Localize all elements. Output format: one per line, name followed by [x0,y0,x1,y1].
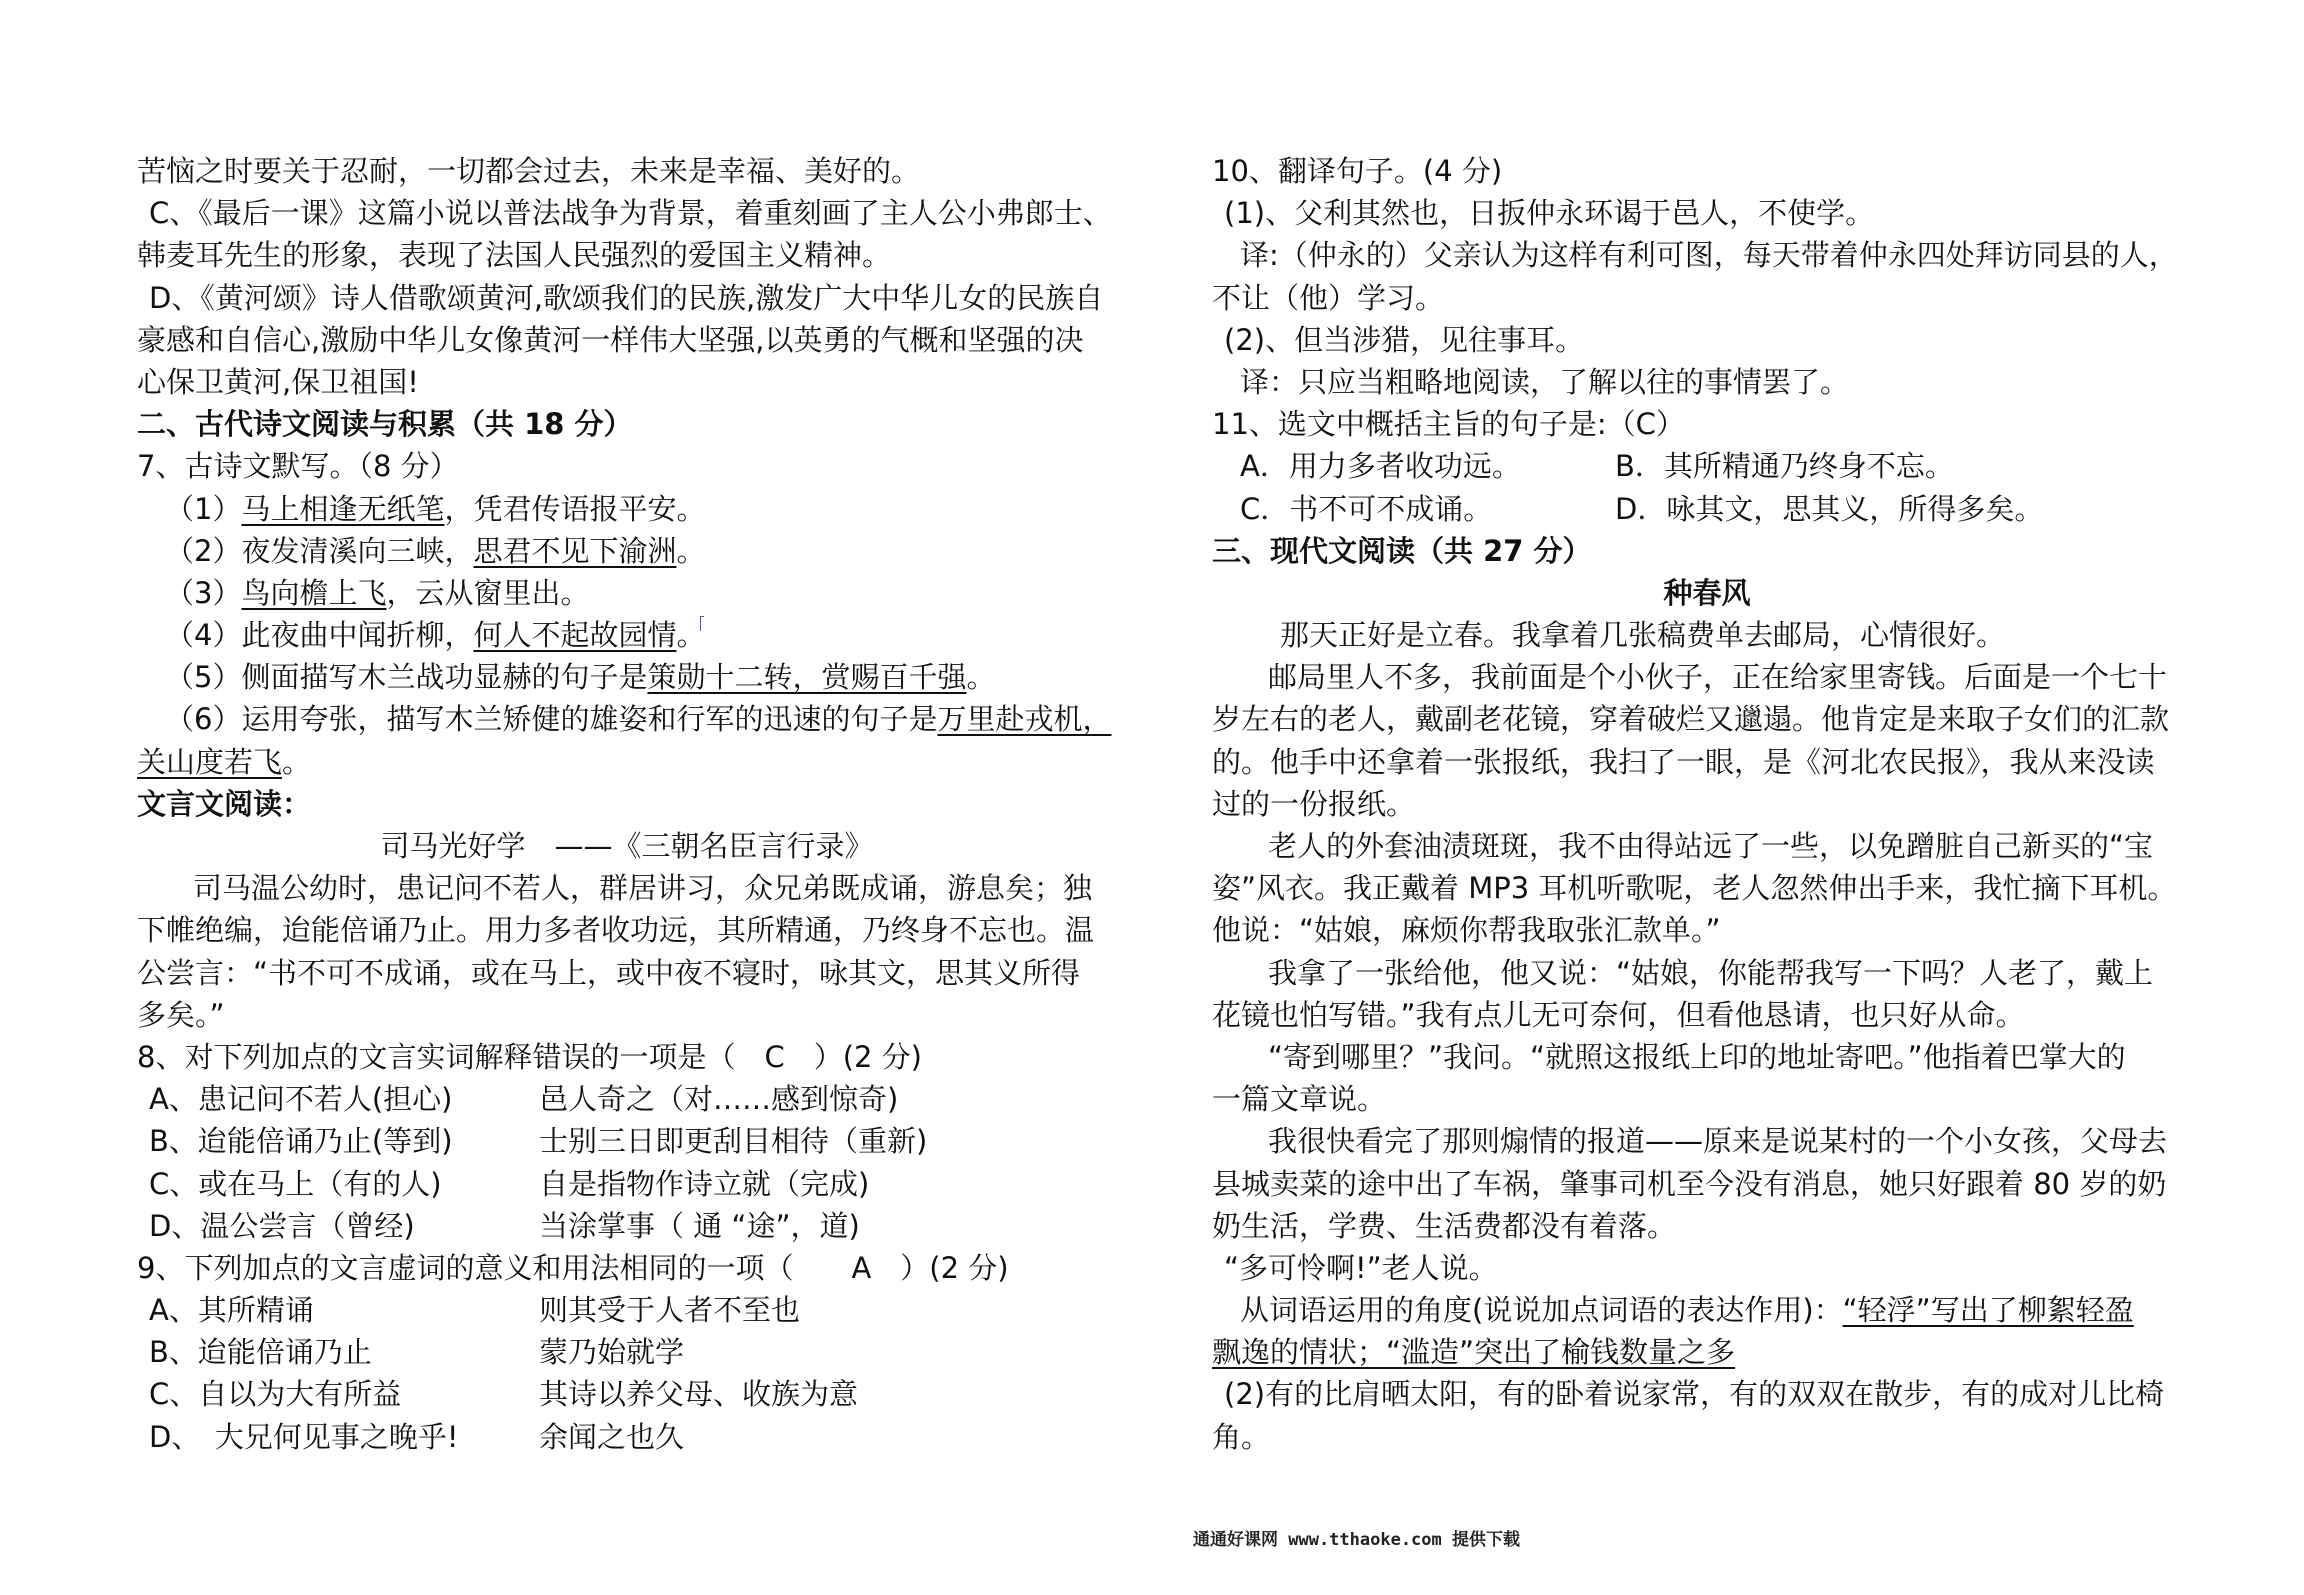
option-c-line: C、《最后一课》这篇小说以普法战争为背景，着重刻画了主人公小弗郎士、 [149,196,1112,231]
story-line: 老人的外套油渍斑斑，我不由得站远了一些，以免蹭脏自己新买的“宝 [1268,829,2154,863]
story-line: 邮局里人不多，我前面是个小伙子，正在给家里寄钱。后面是一个七十 [1268,660,2168,695]
story-line: 我拿了一张给他，他又说：“姑娘，你能帮我写一下吗？人老了，戴上 [1268,955,2154,990]
answer-blank: 关山度若飞 [137,744,283,779]
option-d-line: D、《黄河颂》诗人借歌颂黄河,歌颂我们的民族,激发广大中华儿女的民族自 [149,280,1104,315]
text-line: 苦恼之时要关于忍耐，一切都会过去，未来是幸福、美好的。 [137,154,921,188]
q10-item-2: (2)、但当涉猎，见往事耳。 [1224,322,1585,357]
left-column [137,150,1117,1458]
story-line: 他说：“姑娘，麻烦你帮我取张汇款单。” [1212,913,1721,948]
q8-option-d: D、温公尝言（曾经) 当涂掌事（ 通 “途”，道) [149,1208,860,1243]
q7-item-6-cont: 关山度若飞。 [137,744,312,779]
q8-option-b: B、迨能倍诵乃止(等到) 士别三日即更刮目相待（重新) [149,1124,928,1159]
passage-line: 公尝言：“书不可不成诵，或在马上，或中夜不寝时，咏其文，思其义所得 [137,955,1081,990]
story-line: 姿”风衣。我正戴着 MP3 耳机听歌呢，老人忽然伸出手来，我忙摘下耳机。 [1212,871,2177,906]
story-line: 过的一份报纸。 [1212,786,1416,821]
question-10: 10、翻译句子。(4 分) [1212,154,1503,188]
classical-reading-heading: 文言文阅读： [137,786,312,821]
q10-translation-2: 译：只应当粗略地阅读，了解以往的事情罢了。 [1240,364,1850,399]
text-line: 心保卫黄河,保卫祖国! [137,364,419,399]
q7-item-4: （4）此夜曲中闻折柳，何人不起故园情。 [165,618,706,653]
q10-translation-1-cont: 不让（他）学习。 [1212,280,1445,315]
q10-item-1: (1)、父利其然也，日扳仲永环谒于邑人，不使学。 [1224,196,1875,231]
story-line: 那天正好是立春。我拿着几张稿费单去邮局，心情很好。 [1280,618,2006,653]
q10-translation-1: 译:（仲永的）父亲认为这样有利可图，每天带着仲永四处拜访同县的人， [1240,238,2178,273]
answer-blank: 何人不起故园情 [473,618,677,653]
q9-option-b: B、迨能倍诵乃止 蒙乃始就学 [149,1335,685,1370]
answer-blank: 马上相逢无纸笔 [241,491,445,526]
question-9: 9、下列加点的文言虚词的意义和用法相同的一项（ A ）(2 分) [137,1250,1009,1285]
q8-option-c: C、或在马上（有的人) 自是指物作诗立就（完成) [149,1166,870,1201]
section-3-heading: 三、现代文阅读（共 27 分） [1212,533,1592,568]
story-title: 种春风 [1663,575,1751,610]
question-11: 11、选文中概括主旨的句子是:（C） [1212,407,1685,442]
q9-option-c: C、自以为大有所益 其诗以养父母、收族为意 [149,1377,859,1412]
story-line: 岁左右的老人，戴副老花镜，穿着破烂又邋遢。他肯定是来取子女们的汇款 [1212,702,2170,737]
q11-options-ab: A．用力多者收功远。 B．其所精通乃终身不忘。 [1240,449,1954,484]
story-line: 我很快看完了那则煽情的报道——原来是说某村的一个小女孩，父母去 [1268,1124,2168,1159]
story-line: 角。 [1212,1419,1271,1454]
edit-mark [700,616,704,631]
question-8: 8、对下列加点的文言实词解释错误的一项是（ C ）(2 分) [137,1039,922,1074]
story-line: “寄到哪里？”我问。“就照这报纸上印的地址寄吧。”他指着巴掌大的 [1268,1039,2126,1074]
q9-option-a: A、其所精诵 则其受于人者不至也 [149,1293,801,1328]
analysis-line: 从词语运用的角度(说说加点词语的表达作用)：“轻浮”写出了柳絮轻盈 [1240,1293,2134,1328]
q7-item-2: （2）夜发清溪向三峡，思君不见下渝洲。 [165,533,706,568]
passage-title: 司马光好学 ——《三朝名臣言行录》 [380,829,874,863]
answer-blank: “轻浮”写出了柳絮轻盈 [1842,1293,2134,1328]
page-footer: 通通好课网 www.tthaoke.com 提供下载 [1193,1530,1520,1550]
story-line: (2)有的比肩晒太阳，有的卧着说家常，有的双双在散步，有的成对儿比椅 [1224,1377,2165,1412]
story-line: “多可怜啊!”老人说。 [1224,1250,1498,1285]
q7-item-1: （1）马上相逢无纸笔，凭君传语报平安。 [165,491,706,526]
answer-blank: 万里赴戎机， [937,702,1112,737]
question-7: 7、古诗文默写。（8 分） [137,449,459,484]
passage-line: 多矣。” [137,997,225,1032]
story-line: 一篇文章说。 [1212,1082,1387,1117]
q7-item-6: （6）运用夸张，描写木兰矫健的雄姿和行军的迅速的句子是万里赴戎机， [165,702,1112,737]
text-line: 韩麦耳先生的形象，表现了法国人民强烈的爱国主义精神。 [137,238,892,273]
passage-line: 下帷绝编，迨能倍诵乃止。用力多者收功远，其所精通，乃终身不忘也。温 [137,913,1095,948]
q9-option-d: D、 大兄何见事之晚乎! 余闻之也久 [149,1419,685,1454]
story-line: 花镜也怕写错。”我有点儿无可奈何，但看他恳请，也只好从命。 [1212,997,2025,1032]
passage-line: 司马温公幼时，患记问不若人，群居讲习，众兄弟既成诵，游息矣；独 [193,871,1093,906]
answer-blank: 策勋十二转，赏赐百千强 [647,660,967,695]
q11-options-cd: C．书不可不成诵。 D．咏其文，思其义，所得多矣。 [1240,491,2044,526]
text-line: 豪感和自信心,激励中华儿女像黄河一样伟大坚强,以英勇的气概和坚强的决 [137,322,1084,357]
q8-option-a: A、患记问不若人(担心) 邑人奇之（对……感到惊奇) [149,1082,899,1117]
answer-blank: 思君不见下渝洲 [473,533,677,568]
story-line: 奶生活，学费、生活费都没有着落。 [1212,1208,1677,1243]
answer-blank: 鸟向檐上飞 [241,575,387,610]
story-line: 县城卖菜的途中出了车祸，肇事司机至今没有消息，她只好跟着 80 岁的奶 [1212,1166,2167,1201]
answer-blank: 飘逸的情状；“滥造”突出了榆钱数量之多 [1212,1335,1736,1370]
q7-item-3: （3）鸟向檐上飞，云从窗里出。 [165,575,590,610]
analysis-line [1212,1331,2202,1373]
section-2-heading: 二、古代诗文阅读与积累（共 18 分） [137,407,633,442]
q7-item-5: （5）侧面描写木兰战功显赫的句子是策勋十二转，赏赐百千强。 [165,660,996,695]
right-column [1212,150,2202,1458]
story-line: 的。他手中还拿着一张报纸，我扫了一眼，是《河北农民报》，我从来没读 [1212,744,2155,779]
